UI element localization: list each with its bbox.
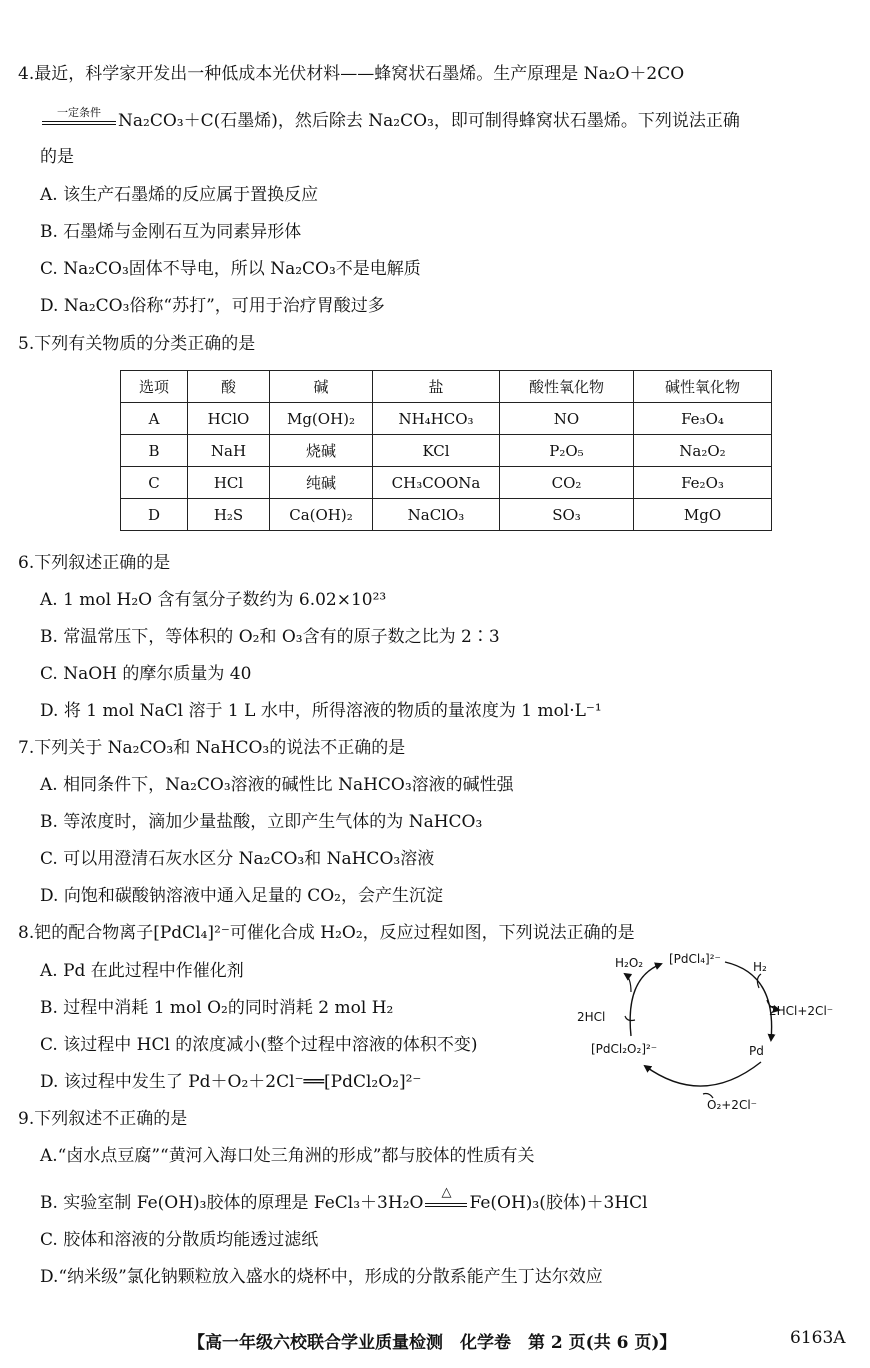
table-cell: Mg(OH)₂ (270, 403, 373, 435)
condition-equals-sign (40, 106, 118, 132)
table-row (121, 499, 772, 531)
arc-left (630, 964, 661, 1036)
q4-option-c: C. Na₂CO₃固体不导电，所以 Na₂CO₃不是电解质 (40, 259, 421, 279)
q8-option-d: D. 该过程中发生了 Pd＋O₂＋2Cl⁻══[PdCl₂O₂]²⁻ (40, 1072, 422, 1092)
table-cell: CH₃COONa (373, 467, 500, 499)
label-h2: H₂ (753, 960, 767, 974)
q9-option-b (40, 1185, 648, 1214)
q9-option-d: D.“纳米级”氯化钠颗粒放入盛水的烧杯中，形成的分散系能产生丁达尔效应 (40, 1267, 603, 1287)
q8-option-b: B. 过程中消耗 1 mol O₂的同时消耗 2 mol H₂ (40, 998, 394, 1018)
table-cell: H₂S (188, 499, 270, 531)
table-cell: P₂O₅ (500, 435, 634, 467)
table-cell: MgO (634, 499, 772, 531)
label-pdcl2o2: [PdCl₂O₂]²⁻ (591, 1042, 658, 1056)
classification-table (120, 370, 772, 531)
label-pd: Pd (749, 1044, 764, 1058)
label-o2-2cl: O₂+2Cl⁻ (707, 1098, 757, 1112)
table-cell: B (121, 435, 188, 467)
table-cell: CO₂ (500, 467, 634, 499)
q4-stem-line1: 4.最近，科学家开发出一种低成本光伏材料——蜂窝状石墨烯。生产原理是 Na₂O＋2CO (18, 64, 685, 84)
table-cell: SO₃ (500, 499, 634, 531)
q7-option-b: B. 等浓度时，滴加少量盐酸，立即产生气体的为 NaHCO₃ (40, 812, 483, 832)
q8-stem: 8.钯的配合物离子[PdCl₄]²⁻可催化合成 H₂O₂，反应过程如图，下列说法正确的是 (18, 923, 635, 943)
q4-option-d: D. Na₂CO₃俗称“苏打”，可用于治疗胃酸过多 (40, 296, 385, 316)
q9-option-b-right: Fe(OH)₃(胶体)＋3HCl (469, 1193, 648, 1213)
cycle-arrows (573, 948, 851, 1120)
table-cell: Na₂O₂ (634, 435, 772, 467)
table-header-row (121, 371, 772, 403)
label-pdcl4: [PdCl₄]²⁻ (669, 952, 721, 966)
q9-option-b-left: B. 实验室制 Fe(OH)₃胶体的原理是 FeCl₃＋3H₂O (40, 1193, 424, 1213)
q8-option-a: A. Pd 在此过程中作催化剂 (40, 961, 244, 981)
table-cell: 烧碱 (270, 435, 373, 467)
arc-bottom (645, 1062, 761, 1086)
paper-code: 6163A (790, 1328, 846, 1348)
label-2hcl: 2HCl (577, 1010, 606, 1024)
table-cell: KCl (373, 435, 500, 467)
q4-option-b: B. 石墨烯与金刚石互为同素异形体 (40, 222, 302, 242)
q6-option-d: D. 将 1 mol NaCl 溶于 1 L 水中，所得溶液的物质的量浓度为 1 mol·L⁻¹ (40, 701, 602, 721)
q4-stem-line3: 的是 (40, 147, 74, 167)
table-header: 碱 (270, 371, 373, 403)
q6-option-b: B. 常温常压下，等体积的 O₂和 O₃含有的原子数之比为 2∶3 (40, 627, 500, 647)
q9-option-a: A.“卤水点豆腐”“黄河入海口处三角洲的形成”都与胶体的性质有关 (40, 1146, 535, 1166)
q5-stem: 5.下列有关物质的分类正确的是 (18, 334, 256, 354)
table-cell: D (121, 499, 188, 531)
q7-stem: 7.下列关于 Na₂CO₃和 NaHCO₃的说法不正确的是 (18, 738, 406, 758)
table-cell: Fe₂O₃ (634, 467, 772, 499)
h2o2-output-arrow (625, 974, 631, 992)
table-header: 选项 (121, 371, 188, 403)
q6-option-c: C. NaOH 的摩尔质量为 40 (40, 664, 252, 684)
table-cell: NO (500, 403, 634, 435)
q4-stem-line2 (40, 106, 740, 132)
q9-option-c: C. 胶体和溶液的分散质均能透过滤纸 (40, 1230, 319, 1250)
table-header: 盐 (373, 371, 500, 403)
label-h2o2: H₂O₂ (615, 956, 644, 970)
condition-label: 一定条件 (57, 106, 101, 119)
table-header: 酸 (188, 371, 270, 403)
q9-stem: 9.下列叙述不正确的是 (18, 1109, 188, 1129)
q8-option-c: C. 该过程中 HCl 的浓度减小(整个过程中溶液的体积不变) (40, 1035, 478, 1055)
table-cell: Ca(OH)₂ (270, 499, 373, 531)
table-header: 碱性氧化物 (634, 371, 772, 403)
q7-option-d: D. 向饱和碳酸钠溶液中通入足量的 CO₂，会产生沉淀 (40, 886, 443, 906)
q6-stem: 6.下列叙述正确的是 (18, 553, 171, 573)
table-row (121, 403, 772, 435)
table-cell: NaH (188, 435, 270, 467)
table-cell: Fe₃O₄ (634, 403, 772, 435)
table-cell: HClO (188, 403, 270, 435)
table-cell: A (121, 403, 188, 435)
q4-option-a: A. 该生产石墨烯的反应属于置换反应 (40, 185, 319, 205)
table-cell: NaClO₃ (373, 499, 500, 531)
catalytic-cycle-diagram (573, 948, 851, 1120)
heat-equals-sign (423, 1185, 469, 1214)
label-2hcl-2cl: 2HCl+2Cl⁻ (769, 1004, 834, 1018)
q6-option-a: A. 1 mol H₂O 含有氢分子数约为 6.02×10²³ (40, 590, 387, 610)
table-header: 酸性氧化物 (500, 371, 634, 403)
table-cell: 纯碱 (270, 467, 373, 499)
h2-input-arrow (757, 974, 761, 988)
table-cell: NH₄HCO₃ (373, 403, 500, 435)
table-cell: HCl (188, 467, 270, 499)
table-row (121, 435, 772, 467)
q7-option-a: A. 相同条件下，Na₂CO₃溶液的碱性比 NaHCO₃溶液的碱性强 (40, 775, 514, 795)
table-row (121, 467, 772, 499)
page-footer: 【高一年级六校联合学业质量检测 化学卷 第 2 页(共 6 页)】 (188, 1333, 677, 1353)
heat-label: △ (441, 1185, 452, 1200)
q7-option-c: C. 可以用澄清石灰水区分 Na₂CO₃和 NaHCO₃溶液 (40, 849, 435, 869)
table-cell: C (121, 467, 188, 499)
q4-stem-line2-text: Na₂CO₃＋C(石墨烯)，然后除去 Na₂CO₃，即可制得蜂窝状石墨烯。下列说法正确 (118, 111, 740, 131)
